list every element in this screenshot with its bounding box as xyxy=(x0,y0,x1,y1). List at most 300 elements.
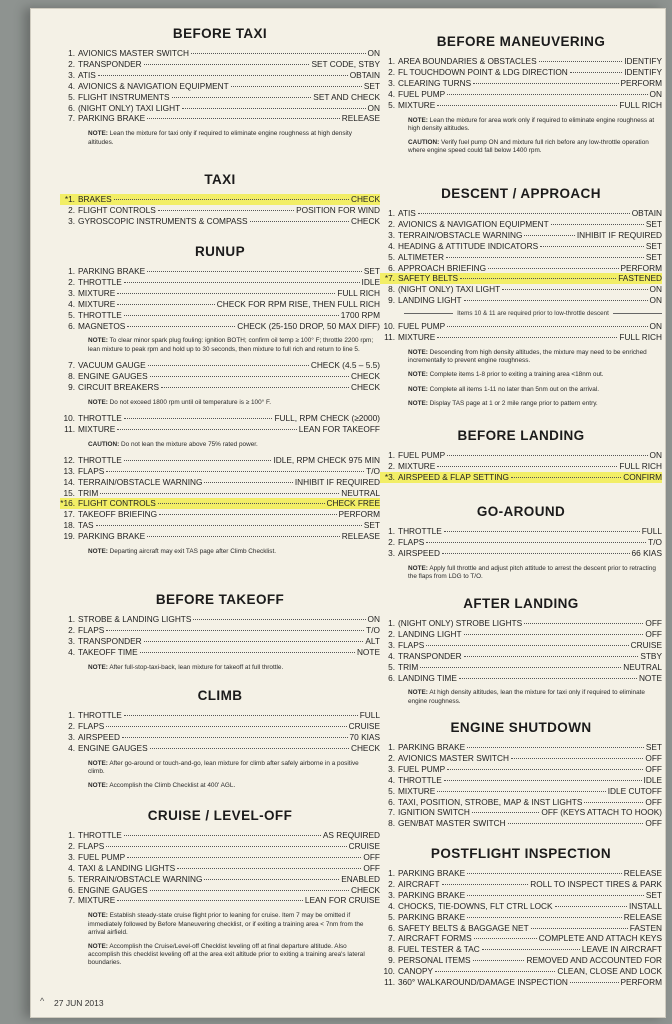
item-number: 4. xyxy=(388,650,395,661)
leader-dots xyxy=(147,118,340,119)
item-number: 1. xyxy=(388,208,395,218)
note-text xyxy=(408,349,656,365)
checklist-item xyxy=(380,944,662,955)
leader-dots xyxy=(250,221,349,222)
item-label: GYROSCOPIC INSTRUMENTS & COMPASS xyxy=(78,215,248,226)
item-action: T/O xyxy=(366,465,380,476)
item-number: 18. xyxy=(63,520,75,531)
item-number: 2. xyxy=(68,624,75,635)
checklist-item xyxy=(380,526,662,537)
item-number: 7. xyxy=(388,807,395,818)
item-label: PARKING BRAKE xyxy=(398,889,466,900)
item-number: 2. xyxy=(68,204,75,215)
leader-dots xyxy=(124,282,360,283)
item-label: PARKING BRAKE xyxy=(78,113,146,124)
note-body: Establish steady-state cruise flight prior to leaning for cruise. Item 7 may be omitted if immediately followed by Before Maneuvering checklist, or if exiting a training area < 7nm from the arrival airfield. xyxy=(88,912,364,936)
leader-dots xyxy=(540,246,644,247)
item-label: TAKEOFF BRIEFING xyxy=(78,509,158,520)
item-label: TERRAIN/OBSTACLE WARNING xyxy=(78,873,203,884)
item-action: OFF xyxy=(645,763,662,774)
checklist-item xyxy=(60,852,380,863)
checklist-item xyxy=(60,455,380,466)
checklist-page xyxy=(30,8,666,1018)
rule-label: Items 10 & 11 are required prior to low-throttle descent xyxy=(457,310,609,318)
item-number: 6. xyxy=(388,672,395,683)
item-number: 15. xyxy=(63,487,75,498)
checklist-item xyxy=(60,466,380,477)
checklist-item xyxy=(380,764,662,775)
item-action: T/O xyxy=(648,536,662,547)
item-label: FLIGHT INSTRUMENTS xyxy=(78,91,170,102)
item-action: NOTE xyxy=(356,646,380,657)
checklist-item xyxy=(380,78,662,89)
item-action: SET xyxy=(645,742,662,752)
checklist-item xyxy=(380,208,662,219)
leader-dots xyxy=(158,210,294,211)
item-number: 1. xyxy=(68,830,75,840)
item-label: TRANSPONDER xyxy=(78,635,142,646)
leader-dots xyxy=(122,737,348,738)
item-action: IDLE xyxy=(643,774,662,785)
item-label: THROTTLE xyxy=(78,830,122,840)
checklist-item xyxy=(60,636,380,647)
leader-dots xyxy=(437,791,605,792)
section-title: AFTER LANDING xyxy=(463,596,579,611)
item-label: FUEL PUMP xyxy=(398,88,446,99)
checklist-item xyxy=(60,321,380,332)
leader-dots xyxy=(193,619,365,620)
section-title: BEFORE LANDING xyxy=(457,428,585,443)
note-label: NOTE: xyxy=(408,385,428,393)
item-number: 4. xyxy=(68,742,75,753)
note-body: Lean the mixture for area work only if required to eliminate engine roughness at high density altitudes. xyxy=(408,116,655,132)
item-action: SET AND CHECK xyxy=(313,91,380,102)
item-number: 9. xyxy=(68,381,75,392)
section-runup xyxy=(60,244,380,562)
item-action: OBTAIN xyxy=(631,208,662,218)
leader-dots xyxy=(144,641,364,642)
checklist-item xyxy=(60,113,380,124)
leader-dots xyxy=(472,812,539,813)
item-number: 5. xyxy=(68,873,75,884)
item-action: ON xyxy=(367,614,380,624)
checklist-item xyxy=(380,786,662,797)
item-label: TRANSPONDER xyxy=(78,58,142,69)
item-action: NOTE xyxy=(638,672,662,683)
note-text xyxy=(88,399,374,407)
leader-dots xyxy=(437,466,617,467)
leader-dots xyxy=(100,493,339,494)
item-label: GEN/BAT MASTER SWITCH xyxy=(398,818,506,829)
item-action: INSTALL xyxy=(628,900,662,911)
checklist-item xyxy=(380,263,662,274)
leader-dots xyxy=(231,86,362,87)
item-action: PERFORM xyxy=(620,977,662,988)
item-action: LEAN FOR TAKEOFF xyxy=(298,423,380,434)
item-number: 4. xyxy=(388,240,395,251)
note-text xyxy=(408,689,656,705)
item-action: FULL RICH xyxy=(619,99,662,110)
item-action: SET xyxy=(363,266,380,276)
checklist-item xyxy=(60,625,380,636)
item-label: AVIONICS MASTER SWITCH xyxy=(78,48,189,58)
item-label: BRAKES xyxy=(78,194,112,204)
item-number: 2. xyxy=(388,878,395,889)
note-text xyxy=(88,548,374,556)
revision-date: 27 JUN 2013 xyxy=(54,998,104,1008)
item-action: OFF xyxy=(645,618,662,628)
leader-dots xyxy=(144,64,310,65)
item-label: TERRAIN/OBSTACLE WARNING xyxy=(398,229,523,240)
item-number: 1. xyxy=(68,614,75,624)
leader-dots xyxy=(114,199,349,200)
item-action: ON xyxy=(367,102,380,113)
item-action: PERFORM xyxy=(620,262,662,273)
note-label: NOTE: xyxy=(408,371,428,379)
checklist-item xyxy=(380,673,662,684)
checklist-item xyxy=(60,59,380,70)
item-label: PARKING BRAKE xyxy=(78,531,146,542)
leader-dots xyxy=(420,667,621,668)
item-action: SET xyxy=(363,80,380,91)
item-action: CHECK FREE xyxy=(326,498,380,509)
item-number: 3. xyxy=(68,635,75,646)
item-number: 12. xyxy=(63,454,75,465)
item-number: 5. xyxy=(388,911,395,922)
item-number: *1. xyxy=(64,194,75,204)
item-action: SET CODE, STBY xyxy=(311,58,380,69)
item-label: FLAPS xyxy=(78,624,105,635)
item-number: 3. xyxy=(68,731,75,742)
leader-dots xyxy=(447,326,647,327)
checklist-item xyxy=(60,413,380,424)
item-number: *3. xyxy=(384,471,395,482)
item-label: AIRSPEED xyxy=(398,547,440,558)
item-action: 1700 RPM xyxy=(340,309,380,320)
note-label: NOTE: xyxy=(408,348,428,356)
item-label: TRANSPONDER xyxy=(398,650,462,661)
leader-dots xyxy=(459,678,637,679)
leader-dots xyxy=(531,928,628,929)
section-before-maneuvering xyxy=(380,34,662,161)
item-number: 5. xyxy=(68,91,75,102)
item-number: 2. xyxy=(68,276,75,287)
item-action: SET xyxy=(645,240,662,251)
item-label: PARKING BRAKE xyxy=(78,266,146,276)
item-action: LEAN FOR CRUISE xyxy=(304,895,380,906)
checklist-items xyxy=(380,742,662,829)
item-label: TRIM xyxy=(78,487,99,498)
checklist-items xyxy=(380,450,662,483)
leader-dots xyxy=(464,656,639,657)
corner-mark: ^ xyxy=(40,996,45,1006)
item-action: FASTENED xyxy=(618,273,662,284)
checklist-items xyxy=(380,208,662,408)
item-action: COMPLETE AND ATTACH KEYS xyxy=(538,933,662,944)
item-label: TAXI, POSITION, STROBE, MAP & INST LIGHTS xyxy=(398,796,583,807)
item-number: 5. xyxy=(388,661,395,672)
checklist-item xyxy=(380,797,662,808)
item-label: LANDING LIGHT xyxy=(398,628,462,639)
item-action: CHECK xyxy=(350,194,380,204)
item-label: APPROACH BRIEFING xyxy=(398,262,487,273)
leader-dots xyxy=(204,482,292,483)
note-text xyxy=(88,782,374,790)
note-text xyxy=(408,565,656,581)
item-number: 5. xyxy=(68,309,75,320)
item-action: INHIBIT IF REQUIRED xyxy=(576,229,662,240)
note-label: NOTE: xyxy=(88,548,108,556)
item-number: *7. xyxy=(384,273,395,284)
item-label: CHOCKS, TIE-DOWNS, FLT CTRL LOCK xyxy=(398,900,553,911)
checklist-item xyxy=(60,721,380,732)
note-body: Complete items 1-8 prior to exiting a training area <18nm out. xyxy=(429,371,604,379)
note-body: Departing aircraft may exit TAS page after Climb Checklist. xyxy=(109,548,277,556)
note-text xyxy=(408,117,656,133)
checklist-item xyxy=(380,933,662,944)
item-action: ON xyxy=(649,88,662,99)
item-action: FULL RICH xyxy=(619,460,662,471)
checklist-items xyxy=(60,710,380,790)
note-text xyxy=(408,371,656,379)
item-label: AIRSPEED & FLAP SETTING xyxy=(398,471,509,482)
checklist-item xyxy=(380,548,662,559)
leader-dots xyxy=(177,868,361,869)
item-number: 11. xyxy=(384,332,395,343)
note-text xyxy=(408,400,656,408)
checklist-item-highlighted xyxy=(380,273,662,284)
section-title: TAXI xyxy=(204,172,236,187)
item-number: 5. xyxy=(388,251,395,262)
item-label: ENGINE GAUGES xyxy=(78,370,148,381)
item-number: 4. xyxy=(68,80,75,91)
item-label: FLIGHT CONTROLS xyxy=(78,204,156,215)
note-label: NOTE: xyxy=(88,782,108,790)
item-action: CRUISE xyxy=(348,720,380,731)
item-number: *16. xyxy=(60,498,75,509)
item-number: 3. xyxy=(388,763,395,774)
checklist-item xyxy=(380,818,662,829)
leader-dots xyxy=(447,769,643,770)
leader-dots xyxy=(124,418,273,419)
section-taxi xyxy=(60,172,380,227)
leader-dots xyxy=(426,542,646,543)
section-title: CRUISE / LEVEL-OFF xyxy=(147,808,293,823)
leader-dots xyxy=(182,108,365,109)
leader-dots xyxy=(584,802,643,803)
item-number: 3. xyxy=(388,889,395,900)
item-label: THROTTLE xyxy=(398,774,442,785)
item-action: OFF xyxy=(363,851,380,862)
item-label: MIXTURE xyxy=(398,785,436,796)
leader-dots xyxy=(442,553,630,554)
checklist-item xyxy=(60,310,380,321)
item-action: CHECK xyxy=(350,742,380,753)
checklist-item-highlighted xyxy=(60,194,380,205)
leader-dots xyxy=(442,884,529,885)
note-body: After go-around or touch-and-go, lean mixture for climb after safely airborne in a positive climb. xyxy=(88,759,359,775)
checklist-item xyxy=(380,321,662,332)
checklist-items xyxy=(380,618,662,706)
item-number: 6. xyxy=(68,884,75,895)
item-label: MIXTURE xyxy=(78,287,116,298)
item-action: SET xyxy=(363,520,380,531)
item-action: IDLE CUTOFF xyxy=(607,785,662,796)
section-title: GO-AROUND xyxy=(476,504,566,519)
checklist-item xyxy=(60,277,380,288)
item-number: 1. xyxy=(68,710,75,720)
checklist-items xyxy=(380,526,662,581)
item-action: ON xyxy=(649,321,662,332)
leader-dots xyxy=(511,477,621,478)
checklist-item xyxy=(60,531,380,542)
checklist-items xyxy=(60,614,380,672)
checklist-item xyxy=(380,461,662,472)
item-action: SET xyxy=(645,218,662,229)
item-label: FLIGHT CONTROLS xyxy=(78,498,156,509)
item-label: AVIONICS & NAVIGATION EQUIPMENT xyxy=(78,80,229,91)
checklist-item xyxy=(60,488,380,499)
leader-dots xyxy=(106,471,364,472)
item-action: RELEASE xyxy=(623,868,662,878)
item-label: THROTTLE xyxy=(398,526,442,536)
item-number: 6. xyxy=(388,796,395,807)
item-number: 8. xyxy=(388,944,395,955)
item-number: 1. xyxy=(388,56,395,66)
note-body: Accomplish the Cruise/Level-off Checklist leveling off at final departure altitude. Also accomplish this checklist leveling off at the area exit altitude prior to exiting a training area's lateral boundaries. xyxy=(88,942,365,967)
leader-dots xyxy=(106,846,346,847)
item-action: OFF xyxy=(363,862,380,873)
item-action: T/O xyxy=(366,624,380,635)
item-label: ENGINE GAUGES xyxy=(78,742,148,753)
item-action: OFF xyxy=(645,796,662,807)
leader-dots xyxy=(473,960,525,961)
item-action: ROLL TO INSPECT TIRES & PARK xyxy=(530,878,662,889)
item-label: MAGNETOS xyxy=(78,320,126,331)
section-before-taxi xyxy=(60,26,380,153)
note-text xyxy=(88,943,374,968)
item-number: 2. xyxy=(388,536,395,547)
item-label: LANDING LIGHT xyxy=(398,295,462,306)
item-label: MIXTURE xyxy=(398,460,436,471)
checklist-item xyxy=(380,753,662,764)
item-action: AS REQUIRED xyxy=(322,830,380,840)
item-label: FLAPS xyxy=(78,720,105,731)
item-label: PARKING BRAKE xyxy=(398,742,466,752)
note-body: Do not lean the mixture above 75% rated power. xyxy=(121,440,258,448)
item-action: CRUISE xyxy=(348,840,380,851)
item-label: STROBE & LANDING LIGHTS xyxy=(78,614,192,624)
item-action: PERFORM xyxy=(620,77,662,88)
leader-dots xyxy=(444,531,640,532)
item-number: 6. xyxy=(68,102,75,113)
item-action: ON xyxy=(649,284,662,295)
checklist-item xyxy=(380,241,662,252)
leader-dots xyxy=(158,503,325,504)
item-label: MIXTURE xyxy=(78,423,116,434)
item-label: (NIGHT ONLY) TAXI LIGHT xyxy=(78,102,181,113)
checklist-item xyxy=(60,895,380,906)
note-label: NOTE: xyxy=(88,337,108,345)
checklist-item xyxy=(60,885,380,896)
checklist-items xyxy=(60,48,380,147)
leader-dots xyxy=(467,895,644,896)
item-label: THROTTLE xyxy=(78,412,122,423)
leader-dots xyxy=(524,235,574,236)
item-number: 3. xyxy=(68,215,75,226)
leader-dots xyxy=(106,630,364,631)
item-label: FUEL PUMP xyxy=(398,321,446,332)
leader-dots xyxy=(148,365,309,366)
item-action: IDLE, RPM CHECK 975 MIN xyxy=(273,454,380,465)
item-label: TAXI & LANDING LIGHTS xyxy=(78,862,176,873)
item-action: CHECK xyxy=(350,370,380,381)
leader-dots xyxy=(117,900,303,901)
checklist-item xyxy=(60,48,380,59)
item-action: CHECK xyxy=(350,215,380,226)
item-action: CHECK FOR RPM RISE, THEN FULL RICH xyxy=(216,298,380,309)
caution-label: CAUTION: xyxy=(408,138,440,146)
item-label: IGNITION SWITCH xyxy=(398,807,470,818)
checklist-item xyxy=(380,252,662,263)
item-action: CHECK xyxy=(350,381,380,392)
checklist-item xyxy=(380,977,662,988)
checklist-item xyxy=(380,284,662,295)
item-number: 6. xyxy=(68,320,75,331)
note-label: NOTE: xyxy=(88,942,108,950)
item-action: LEAVE IN AIRCRAFT xyxy=(581,944,662,955)
item-number: 2. xyxy=(388,218,395,229)
checklist-item xyxy=(60,477,380,488)
item-label: LANDING TIME xyxy=(398,672,457,683)
item-label: ENGINE GAUGES xyxy=(78,884,148,895)
note-body: Complete all items 1-11 no later than 5nm out on the arrival. xyxy=(429,385,599,393)
item-action: OFF xyxy=(645,818,662,829)
item-number: 1. xyxy=(68,48,75,58)
item-number: 2. xyxy=(388,460,395,471)
item-label: MIXTURE xyxy=(398,332,436,343)
item-label: SAFETY BELTS & BAGGAGE NET xyxy=(398,922,529,933)
leader-dots xyxy=(150,890,349,891)
item-number: 11. xyxy=(384,977,395,988)
checklist-item xyxy=(380,450,662,461)
checklist-item-highlighted xyxy=(60,498,380,509)
leader-dots xyxy=(447,94,647,95)
item-number: 1. xyxy=(388,618,395,628)
item-action: CHECK xyxy=(350,884,380,895)
checklist-item xyxy=(60,874,380,885)
leader-dots xyxy=(524,623,643,624)
note-text xyxy=(88,130,374,146)
checklist-item xyxy=(60,743,380,754)
item-label: FUEL PUMP xyxy=(398,450,446,460)
section-before-takeoff xyxy=(60,592,380,678)
item-number: 3. xyxy=(388,547,395,558)
checklist-item xyxy=(380,219,662,230)
item-number: 8. xyxy=(388,818,395,829)
item-number: 10. xyxy=(383,966,395,977)
item-action: IDENTIFY xyxy=(624,66,662,77)
item-label: THROTTLE xyxy=(78,454,122,465)
leader-dots xyxy=(437,105,617,106)
checklist-item xyxy=(380,890,662,901)
descent-rule-text xyxy=(380,310,662,317)
item-action: RELEASE xyxy=(341,531,380,542)
section-title: BEFORE TAXI xyxy=(172,26,268,41)
leader-dots xyxy=(467,747,644,748)
checklist-item xyxy=(60,360,380,371)
leader-dots xyxy=(96,525,362,526)
